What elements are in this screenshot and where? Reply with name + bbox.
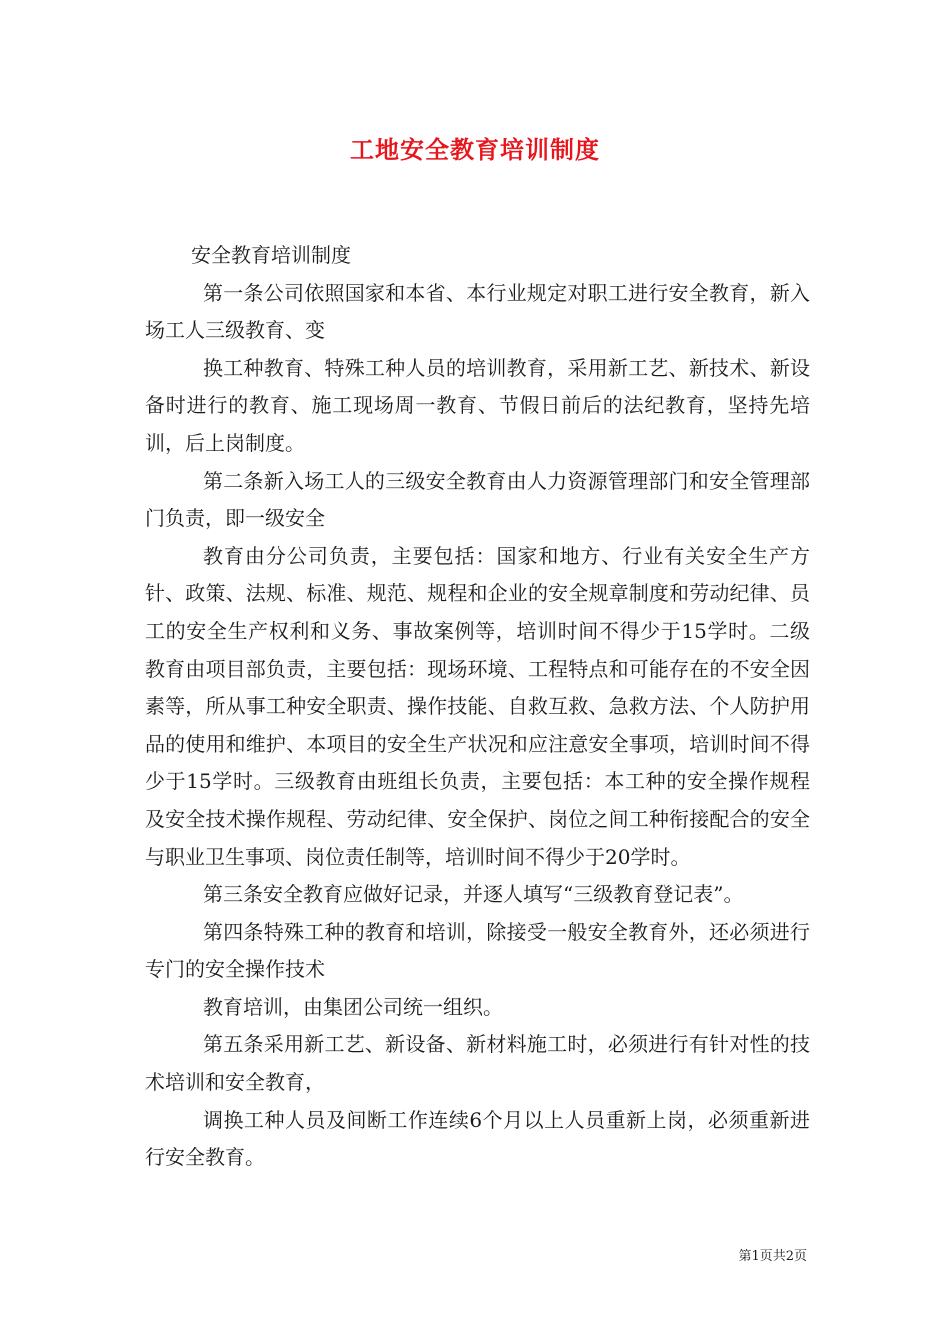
paragraph-article-5-cont: 调换工种人员及间断工作连续6个月以上人员重新上岗，必须重新进行安全教育。 [145, 1107, 810, 1170]
paragraph-article-4: 第四条特殊工种的教育和培训，除接受一般安全教育外，还必须进行专门的安全操作技术 [145, 919, 810, 982]
document-title: 工地安全教育培训制度 [350, 135, 600, 164]
paragraph-article-1-cont: 换工种教育、特殊工种人员的培训教育，采用新工艺、新技术、新设备时进行的教育、施工现场周一教育、节假日前后的法纪教育，坚持先培训，后上岗制度。 [145, 355, 810, 455]
document-body [145, 237, 810, 1177]
paragraph-article-2-cont: 教育由分公司负责，主要包括：国家和地方、行业有关安全生产方针、政策、法规、标准、规范、规程和企业的安全规章制度和劳动纪律、员工的安全生产权利和义务、事故案例等，培训时间不得少于15学时。二级教育由项目部负责，主要包括：现场环境、工程特点和可能存在的不安全因素等，所从事工种安全职责、操作技能、自救互救、急救方法、个人防护用品的使用和维护、本项目的安全生产状况和应注意安全事项，培训时间不得少于15学时。三级教育由班组长负责，主要包括：本工种的安全操作规程及安全技术操作规程、劳动纪律、安全保护、岗位之间工种衔接配合的安全与职业卫生事项、岗位责任制等，培训时间不得少于20学时。 [145, 543, 810, 869]
paragraph-article-5: 第五条采用新工艺、新设备、新材料施工时，必须进行有针对性的技术培训和安全教育， [145, 1032, 810, 1095]
paragraph-article-4-cont: 教育培训，由集团公司统一组织。 [203, 994, 503, 1019]
paragraph-article-1: 第一条公司依照国家和本省、本行业规定对职工进行安全教育，新入场工人三级教育、变 [145, 280, 810, 343]
paragraph-article-2: 第二条新入场工人的三级安全教育由人力资源管理部门和安全管理部门负责，即一级安全 [145, 468, 810, 531]
paragraph-article-3: 第三条安全教育应做好记录，并逐人填写“三级教育登记表”。 [203, 882, 744, 907]
page-number-footer: 第1页共2页 [738, 1249, 807, 1264]
section-heading: 安全教育培训制度 [191, 243, 351, 267]
